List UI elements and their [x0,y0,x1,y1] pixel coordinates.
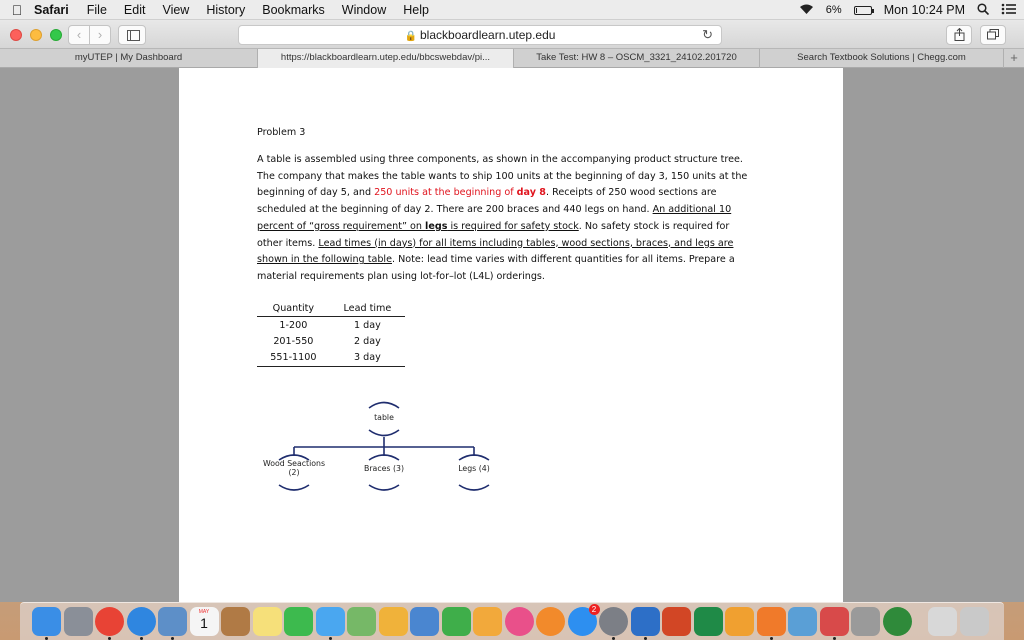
apple-icon[interactable] [0,2,34,18]
contacts-icon[interactable] [221,607,250,636]
minimize-window-button[interactable] [30,29,42,41]
tab-myutep-dashboard[interactable]: myUTEP | My Dashboard [0,49,258,68]
tree-node-legs: Legs (4) [458,464,490,473]
finder-icon[interactable] [32,607,61,636]
facetime-icon[interactable] [284,607,313,636]
pages-icon[interactable] [473,607,502,636]
downloads-icon[interactable] [928,607,957,636]
menu-bookmarks[interactable]: Bookmarks [262,2,325,17]
tab-overview-button[interactable] [980,25,1006,45]
menu-app-name[interactable]: Safari [34,2,69,17]
system-preferences-icon[interactable] [599,607,628,636]
time-machine-icon[interactable] [883,607,912,636]
calendar-day: 1 [200,615,208,631]
ibooks-icon[interactable] [536,607,565,636]
table-cell: 1 day [353,319,381,331]
table-row [257,333,405,350]
migration-icon[interactable] [851,607,880,636]
pdf-page [179,68,843,602]
preview-icon[interactable] [158,607,187,636]
menu-help[interactable]: Help [403,2,429,17]
address-text: blackboardlearn.utep.edu [420,28,556,42]
tree-node-arc [369,403,399,409]
lead-time-table [257,300,405,367]
problem-text-day8: day 8 [516,187,546,199]
calendar-month: MAY [198,609,210,615]
table-header-cell: Quantity [257,300,330,317]
spotlight-icon[interactable] [977,3,989,18]
table-header-row [257,300,405,317]
menu-file[interactable]: File [86,2,107,17]
table-header-cell: Lead time [330,300,405,317]
notification-center-icon[interactable] [1001,3,1016,18]
trash-icon[interactable] [960,607,989,636]
fullscreen-window-button[interactable] [50,29,62,41]
tree-node-arc [369,430,399,436]
maps-icon[interactable] [347,607,376,636]
keynote-icon[interactable] [410,607,439,636]
menu-clock[interactable]: Mon 10:24 PM [883,3,965,17]
calendar-icon[interactable] [190,607,219,636]
problem-text-safety-1: An additional 10 percent of “gross requirement” on [257,204,732,232]
tab-take-test[interactable]: Take Test: HW 8 – OSCM_3321_24102.201720 [514,49,760,68]
problem-text-4: . Note: lead time varies with different quantities for all items. Prepare a material requirements plan using lot-for–lot (L4L) orderings. [257,254,735,282]
problem-paragraph [257,152,757,286]
share-button[interactable] [946,25,972,45]
table-cell: 3 day [330,350,405,367]
problem-text-safety-2: is required for safety stock [447,220,579,232]
notes-icon[interactable] [253,607,282,636]
tab-bar [0,49,1024,68]
tree-node-arc [369,455,399,460]
tree-node-braces: Braces (3) [363,464,404,473]
menu-edit[interactable]: Edit [123,2,146,17]
sidebar-toggle-button[interactable] [118,25,146,45]
tab-chegg[interactable]: Search Textbook Solutions | Chegg.com [760,49,1004,68]
table-row [257,350,405,367]
tab-blackboard-document[interactable]: https://blackboardlearn.utep.edu/bbcswebdav/pi... [258,49,514,68]
close-window-button[interactable] [10,29,22,41]
wifi-icon[interactable] [799,3,814,18]
back-button[interactable]: ‹ [68,25,90,45]
numbers-icon[interactable] [442,607,471,636]
address-bar[interactable] [238,25,722,45]
lock-icon: 🔒 [404,31,417,42]
problem-text-1: A table is assembled using three components, as shown in the accompanying product structure tree. The company that makes the table wants to ship 100 units at the beginning of day 3, 150 units at the beginning of day 5, and [257,154,748,199]
table-cell: 201-550 [273,335,314,347]
problem-text-legs: legs [425,220,448,232]
tree-diagram [249,393,509,503]
dock [20,602,1004,640]
onedrive-icon[interactable] [725,607,754,636]
forward-button[interactable]: › [89,25,111,45]
battery-icon[interactable] [854,6,872,15]
tree-node-table: table [374,413,394,422]
problem-text-2: . Receipts of 250 wood sections are scheduled at the beginning of day 2. There are 200 braces and 440 legs on hand. [257,187,717,216]
word-icon[interactable] [631,607,660,636]
menu-view[interactable]: View [162,2,190,17]
tree-node-arc [279,485,309,490]
product-structure-tree [249,393,509,503]
table-row [257,317,405,334]
menu-history[interactable]: History [206,2,246,17]
tree-node-arc [459,455,489,460]
safari-icon[interactable] [127,607,156,636]
excel-icon[interactable] [694,607,723,636]
messages-icon[interactable] [316,607,345,636]
tree-node-wood-sections: Wood Seactions (2) [262,459,326,477]
menu-bar [0,0,1024,20]
menu-window[interactable]: Window [341,2,387,17]
table-cell: 2 day [353,335,381,347]
problem-title: Problem 3 [257,127,306,138]
people-icon[interactable] [788,607,817,636]
powerpoint-icon[interactable] [662,607,691,636]
new-tab-button[interactable]: + [1010,50,1018,65]
reload-icon[interactable]: ↻ [702,27,713,42]
web-content [0,68,1024,602]
tree-node-arc [369,485,399,490]
itunes-icon[interactable] [505,607,534,636]
safari-toolbar [0,20,1024,49]
problem-text-red: 250 units at the beginning of [374,187,517,199]
photos-icon[interactable] [379,607,408,636]
table-cell: 1-200 [279,319,308,331]
table-cell: 551-1100 [257,350,330,367]
battery-percent[interactable]: 6% [825,4,842,16]
photo-booth-icon[interactable] [820,607,849,636]
problem-text-leadtimes: Lead times (in days) for all items including tables, wood sections, braces, and legs are shown in the following table [257,237,734,266]
chegg-icon[interactable] [757,607,786,636]
tree-node-arc [459,485,489,490]
problem-text-3: . No safety stock is required for other items. [257,220,730,249]
launchpad-icon[interactable] [64,607,93,636]
chrome-icon[interactable] [95,607,124,636]
app-store-badge: 2 [589,604,600,615]
app-store-icon[interactable] [568,607,597,636]
